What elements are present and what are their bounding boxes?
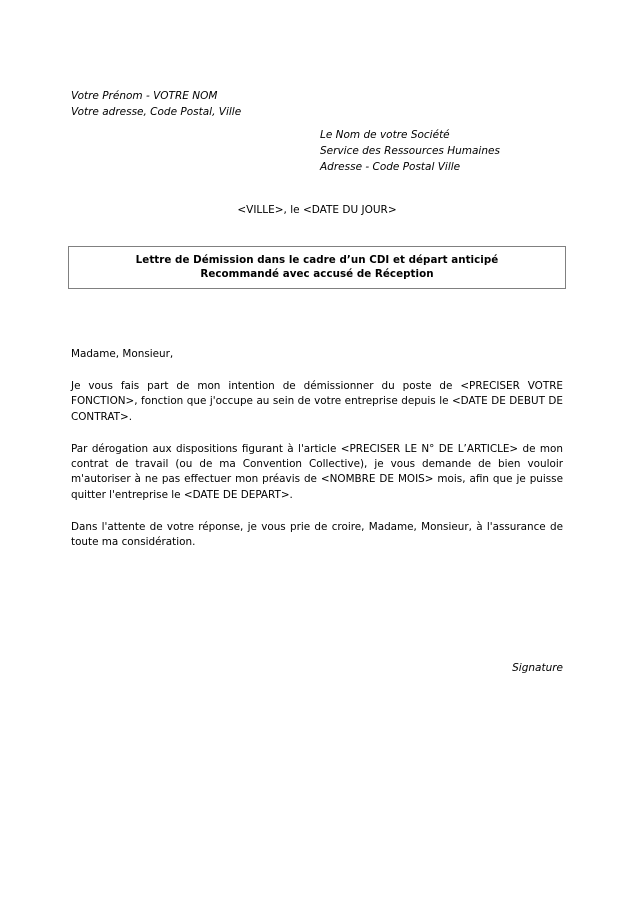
signature-label: Signature <box>512 662 563 674</box>
sender-address: Votre adresse, Code Postal, Ville <box>71 106 242 118</box>
sender-name: Votre Prénom - VOTRE NOM <box>71 90 218 102</box>
recipient-address-block <box>320 127 500 175</box>
letter-subject-box <box>68 246 566 289</box>
body-paragraph-2: Par dérogation aux dispositions figurant à l'article <PRECISER LE N° DE L’ARTICLE> de mon contrat de travail (ou de ma Convention Collective), je vous demande de bien vouloir m'autoriser à ne pas effectuer mon préavis de <NOMBRE DE MOIS> mois, afin que je puisse quitter l'entreprise le <DATE DE DEPART>. <box>71 442 563 501</box>
salutation: Madame, Monsieur, <box>71 348 174 360</box>
sender-address-block <box>71 88 241 120</box>
body-paragraph-1: Je vous fais part de mon intention de démissionner du poste de <PRECISER VOTRE FONCTION>, fonction que j'occupe au sein de votre entreprise depuis le <DATE DE DEBUT DE CONTRAT>. <box>71 380 563 423</box>
date-line: <VILLE>, le <DATE DU JOUR> <box>237 204 397 216</box>
recipient-company: Le Nom de votre Société <box>320 129 450 141</box>
subject-line-2: Recommandé avec accusé de Réception <box>200 268 434 280</box>
letter-body <box>71 347 563 551</box>
recipient-address: Adresse - Code Postal Ville <box>320 161 461 173</box>
subject-line-1: Lettre de Démission dans le cadre d’un CDI et départ anticipé <box>135 254 499 266</box>
recipient-department: Service des Ressources Humaines <box>320 145 500 157</box>
body-paragraph-3: Dans l'attente de votre réponse, je vous prie de croire, Madame, Monsieur, à l'assurance de toute ma considération. <box>71 521 563 549</box>
